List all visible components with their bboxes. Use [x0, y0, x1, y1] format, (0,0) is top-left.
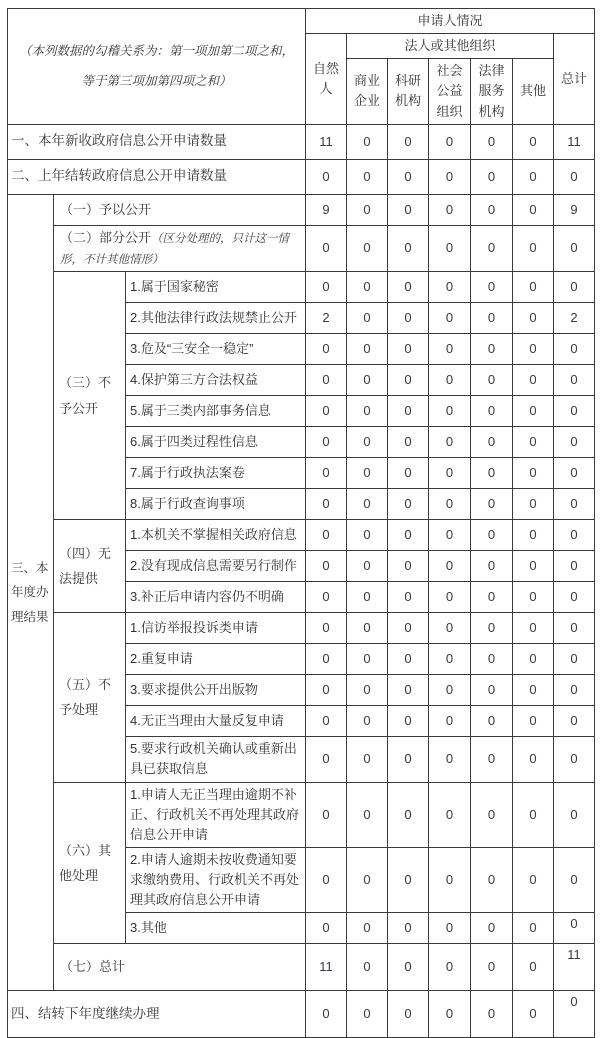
- value-cell: 0: [347, 613, 388, 644]
- value-cell: 0: [347, 458, 388, 489]
- table-row: [8, 782, 595, 847]
- value-cell: 0: [306, 675, 347, 706]
- value-cell: 0: [554, 782, 595, 847]
- value-cell: 0: [347, 303, 388, 334]
- value-cell: 0: [471, 124, 513, 159]
- value-cell: 0: [513, 520, 554, 551]
- value-cell: 0: [471, 396, 513, 427]
- row-label: 一、本年新收政府信息公开申请数量: [8, 124, 306, 159]
- table-row: [8, 159, 595, 194]
- header-total: 总计: [554, 34, 595, 125]
- value-cell: 0: [306, 365, 347, 396]
- value-cell: 0: [471, 782, 513, 847]
- value-cell: 0: [429, 737, 471, 782]
- value-cell: 0: [513, 782, 554, 847]
- reconciliation-note: （本列数据的勾稽关系为：第一项加第二项之和，等于第三项加第四项之和）: [8, 9, 306, 125]
- value-cell: 0: [306, 396, 347, 427]
- value-cell: 0: [513, 489, 554, 520]
- value-cell: 0: [513, 124, 554, 159]
- value-cell: 0: [429, 365, 471, 396]
- item-label: 5.要求行政机关确认或重新出具已获取信息: [126, 737, 306, 782]
- value-cell: 11: [306, 944, 347, 991]
- header-natural-person: 自然人: [306, 34, 347, 125]
- item-label: 1.信访举报投诉类申请: [126, 613, 306, 644]
- value-cell: 0: [513, 644, 554, 675]
- disclosure-applications-table: [7, 8, 595, 1038]
- value-cell: 0: [554, 644, 595, 675]
- value-cell: 0: [306, 991, 347, 1038]
- value-cell: 9: [554, 194, 595, 225]
- value-cell: 0: [429, 427, 471, 458]
- value-cell: 0: [388, 706, 429, 737]
- value-cell: 0: [513, 582, 554, 613]
- subsection-label: （二）部分公开（区分处理的，只计这一情形，不计其他情形）: [54, 225, 306, 272]
- value-cell: 0: [347, 489, 388, 520]
- value-cell: 0: [388, 551, 429, 582]
- value-cell: 0: [513, 272, 554, 303]
- table-row: [8, 991, 595, 1038]
- value-cell: 0: [471, 365, 513, 396]
- value-cell: 0: [513, 991, 554, 1038]
- value-cell: 0: [471, 194, 513, 225]
- value-cell: 0: [306, 458, 347, 489]
- value-cell: 0: [306, 913, 347, 944]
- value-cell: 0: [306, 272, 347, 303]
- value-cell: 0: [388, 365, 429, 396]
- value-cell: 0: [554, 458, 595, 489]
- value-cell: 0: [471, 520, 513, 551]
- inline-note: （区分处理的，只计这一情形，不计其他情形）: [60, 232, 290, 266]
- header-business: 商业企业: [347, 59, 388, 124]
- value-cell: 0: [554, 520, 595, 551]
- value-cell: 0: [513, 365, 554, 396]
- value-cell: 0: [306, 159, 347, 194]
- value-cell: 0: [347, 365, 388, 396]
- value-cell: 0: [554, 551, 595, 582]
- value-cell: 0: [388, 782, 429, 847]
- item-label: 4.无正当理由大量反复申请: [126, 706, 306, 737]
- value-cell: 0: [429, 944, 471, 991]
- item-label: 1.属于国家秘密: [126, 272, 306, 303]
- value-cell: 0: [471, 159, 513, 194]
- value-cell: 0: [306, 613, 347, 644]
- item-label: 2.申请人逾期未按收费通知要求缴纳费用、行政机关不再处理其政府信息公开申请: [126, 848, 306, 913]
- value-cell: 0: [347, 427, 388, 458]
- value-cell: 0: [429, 520, 471, 551]
- value-cell: 0: [471, 427, 513, 458]
- value-cell: 0: [388, 458, 429, 489]
- value-cell: 0: [554, 848, 595, 913]
- value-cell: 0: [388, 737, 429, 782]
- value-cell: 0: [554, 706, 595, 737]
- value-cell: 0: [347, 124, 388, 159]
- item-label: 8.属于行政查询事项: [126, 489, 306, 520]
- header-social-welfare: 社会公益组织: [429, 59, 471, 124]
- value-cell: 0: [388, 427, 429, 458]
- item-label: 2.重复申请: [126, 644, 306, 675]
- header-legal-service: 法律服务机构: [471, 59, 513, 124]
- value-cell: 0: [471, 272, 513, 303]
- value-cell: 0: [347, 225, 388, 272]
- value-cell: 0: [554, 991, 595, 1038]
- value-cell: 0: [306, 782, 347, 847]
- value-cell: 0: [347, 848, 388, 913]
- value-cell: 0: [347, 334, 388, 365]
- table-body: [8, 124, 595, 1038]
- value-cell: 0: [347, 644, 388, 675]
- value-cell: 0: [554, 396, 595, 427]
- value-cell: 0: [471, 582, 513, 613]
- value-cell: 0: [513, 737, 554, 782]
- value-cell: 0: [429, 159, 471, 194]
- value-cell: 0: [429, 675, 471, 706]
- item-label: 6.属于四类过程性信息: [126, 427, 306, 458]
- value-cell: 0: [429, 551, 471, 582]
- value-cell: 11: [554, 124, 595, 159]
- value-cell: 0: [388, 991, 429, 1038]
- value-cell: 0: [388, 644, 429, 675]
- value-cell: 0: [471, 334, 513, 365]
- header-other: 其他: [513, 59, 554, 124]
- value-cell: 0: [347, 272, 388, 303]
- subsection-label: （七）总计: [54, 944, 306, 991]
- value-cell: 0: [471, 848, 513, 913]
- value-cell: 0: [554, 159, 595, 194]
- value-cell: 0: [513, 706, 554, 737]
- value-cell: 0: [306, 427, 347, 458]
- header-research: 科研机构: [388, 59, 429, 124]
- value-cell: 0: [429, 489, 471, 520]
- value-cell: 0: [347, 551, 388, 582]
- value-cell: 2: [306, 303, 347, 334]
- value-cell: 0: [513, 551, 554, 582]
- item-label: 3.危及“三安全一稳定”: [126, 334, 306, 365]
- value-cell: 0: [388, 582, 429, 613]
- value-cell: 0: [429, 848, 471, 913]
- value-cell: 0: [429, 272, 471, 303]
- value-cell: 0: [306, 644, 347, 675]
- value-cell: 2: [554, 303, 595, 334]
- value-cell: 0: [388, 613, 429, 644]
- value-cell: 0: [306, 520, 347, 551]
- value-cell: 0: [429, 396, 471, 427]
- table-row: [8, 194, 595, 225]
- table-row: [8, 613, 595, 644]
- value-cell: 0: [471, 489, 513, 520]
- value-cell: 0: [513, 194, 554, 225]
- value-cell: 0: [513, 334, 554, 365]
- value-cell: 0: [429, 225, 471, 272]
- value-cell: 0: [388, 396, 429, 427]
- value-cell: 0: [513, 225, 554, 272]
- value-cell: 0: [306, 737, 347, 782]
- value-cell: 0: [306, 848, 347, 913]
- value-cell: 0: [347, 782, 388, 847]
- item-label: 2.其他法律行政法规禁止公开: [126, 303, 306, 334]
- value-cell: 0: [554, 272, 595, 303]
- value-cell: 0: [388, 194, 429, 225]
- value-cell: 0: [347, 737, 388, 782]
- value-cell: 0: [429, 613, 471, 644]
- value-cell: 0: [429, 706, 471, 737]
- value-cell: 0: [306, 489, 347, 520]
- value-cell: 0: [554, 334, 595, 365]
- value-cell: 0: [471, 737, 513, 782]
- value-cell: 0: [347, 913, 388, 944]
- value-cell: 0: [554, 365, 595, 396]
- value-cell: 0: [388, 303, 429, 334]
- header-applicant-group: 申请人情况: [306, 9, 595, 34]
- value-cell: 0: [471, 991, 513, 1038]
- table-row: [8, 520, 595, 551]
- value-cell: 0: [306, 225, 347, 272]
- value-cell: 0: [429, 303, 471, 334]
- table-row: [8, 124, 595, 159]
- subsection-label: （三）不予公开: [54, 272, 126, 520]
- value-cell: 0: [471, 303, 513, 334]
- value-cell: 0: [347, 944, 388, 991]
- value-cell: 0: [306, 582, 347, 613]
- subsection-label: （一）予以公开: [54, 194, 306, 225]
- value-cell: 0: [471, 551, 513, 582]
- value-cell: 0: [513, 675, 554, 706]
- value-cell: 0: [388, 944, 429, 991]
- value-cell: 0: [388, 159, 429, 194]
- subsection-label: （六）其他处理: [54, 782, 126, 944]
- value-cell: 0: [513, 303, 554, 334]
- value-cell: 0: [471, 944, 513, 991]
- item-label: 3.其他: [126, 913, 306, 944]
- value-cell: 0: [513, 944, 554, 991]
- table-row: [8, 944, 595, 991]
- value-cell: 11: [554, 944, 595, 991]
- value-cell: 0: [429, 458, 471, 489]
- item-label: 4.保护第三方合法权益: [126, 365, 306, 396]
- value-cell: 0: [513, 159, 554, 194]
- value-cell: 0: [388, 848, 429, 913]
- value-cell: 0: [388, 489, 429, 520]
- item-label: 1.申请人无正当理由逾期不补正、行政机关不再处理其政府信息公开申请: [126, 782, 306, 847]
- subsection-label: （四）无法提供: [54, 520, 126, 613]
- value-cell: 0: [471, 675, 513, 706]
- value-cell: 0: [388, 334, 429, 365]
- value-cell: 0: [554, 582, 595, 613]
- value-cell: 0: [388, 272, 429, 303]
- section-label: 三、本年度办理结果: [8, 194, 54, 991]
- value-cell: 0: [554, 613, 595, 644]
- item-label: 3.要求提供公开出版物: [126, 675, 306, 706]
- item-label: 1.本机关不掌握相关政府信息: [126, 520, 306, 551]
- value-cell: 0: [347, 706, 388, 737]
- value-cell: 0: [429, 194, 471, 225]
- subsection-label: （五）不予处理: [54, 613, 126, 782]
- value-cell: 11: [306, 124, 347, 159]
- value-cell: 0: [388, 225, 429, 272]
- value-cell: 0: [471, 458, 513, 489]
- value-cell: 0: [471, 613, 513, 644]
- value-cell: 0: [347, 991, 388, 1038]
- value-cell: 0: [306, 334, 347, 365]
- value-cell: 0: [429, 644, 471, 675]
- value-cell: 0: [306, 551, 347, 582]
- value-cell: 0: [388, 520, 429, 551]
- value-cell: 0: [513, 396, 554, 427]
- value-cell: 0: [554, 427, 595, 458]
- value-cell: 0: [513, 913, 554, 944]
- item-label: 3.补正后申请内容仍不明确: [126, 582, 306, 613]
- value-cell: 0: [471, 225, 513, 272]
- value-cell: 0: [388, 913, 429, 944]
- value-cell: 9: [306, 194, 347, 225]
- table-row: [8, 225, 595, 272]
- value-cell: 0: [347, 396, 388, 427]
- value-cell: 0: [306, 706, 347, 737]
- value-cell: 0: [554, 225, 595, 272]
- value-cell: 0: [513, 458, 554, 489]
- value-cell: 0: [429, 991, 471, 1038]
- value-cell: 0: [388, 675, 429, 706]
- value-cell: 0: [347, 675, 388, 706]
- value-cell: 0: [471, 644, 513, 675]
- value-cell: 0: [347, 582, 388, 613]
- header-legal-group: 法人或其他组织: [347, 34, 554, 59]
- row-label: 四、结转下年度继续办理: [8, 991, 306, 1038]
- value-cell: 0: [347, 194, 388, 225]
- value-cell: 0: [429, 582, 471, 613]
- value-cell: 0: [429, 782, 471, 847]
- value-cell: 0: [429, 334, 471, 365]
- table-row: [8, 272, 595, 303]
- value-cell: 0: [513, 848, 554, 913]
- value-cell: 0: [471, 913, 513, 944]
- item-label: 5.属于三类内部事务信息: [126, 396, 306, 427]
- value-cell: 0: [554, 913, 595, 944]
- value-cell: 0: [471, 706, 513, 737]
- value-cell: 0: [554, 675, 595, 706]
- value-cell: 0: [513, 613, 554, 644]
- value-cell: 0: [429, 913, 471, 944]
- value-cell: 0: [554, 737, 595, 782]
- value-cell: 0: [347, 159, 388, 194]
- value-cell: 0: [554, 489, 595, 520]
- value-cell: 0: [388, 124, 429, 159]
- value-cell: 0: [513, 427, 554, 458]
- value-cell: 0: [347, 520, 388, 551]
- item-label: 7.属于行政执法案卷: [126, 458, 306, 489]
- row-label: 二、上年结转政府信息公开申请数量: [8, 159, 306, 194]
- item-label: 2.没有现成信息需要另行制作: [126, 551, 306, 582]
- value-cell: 0: [429, 124, 471, 159]
